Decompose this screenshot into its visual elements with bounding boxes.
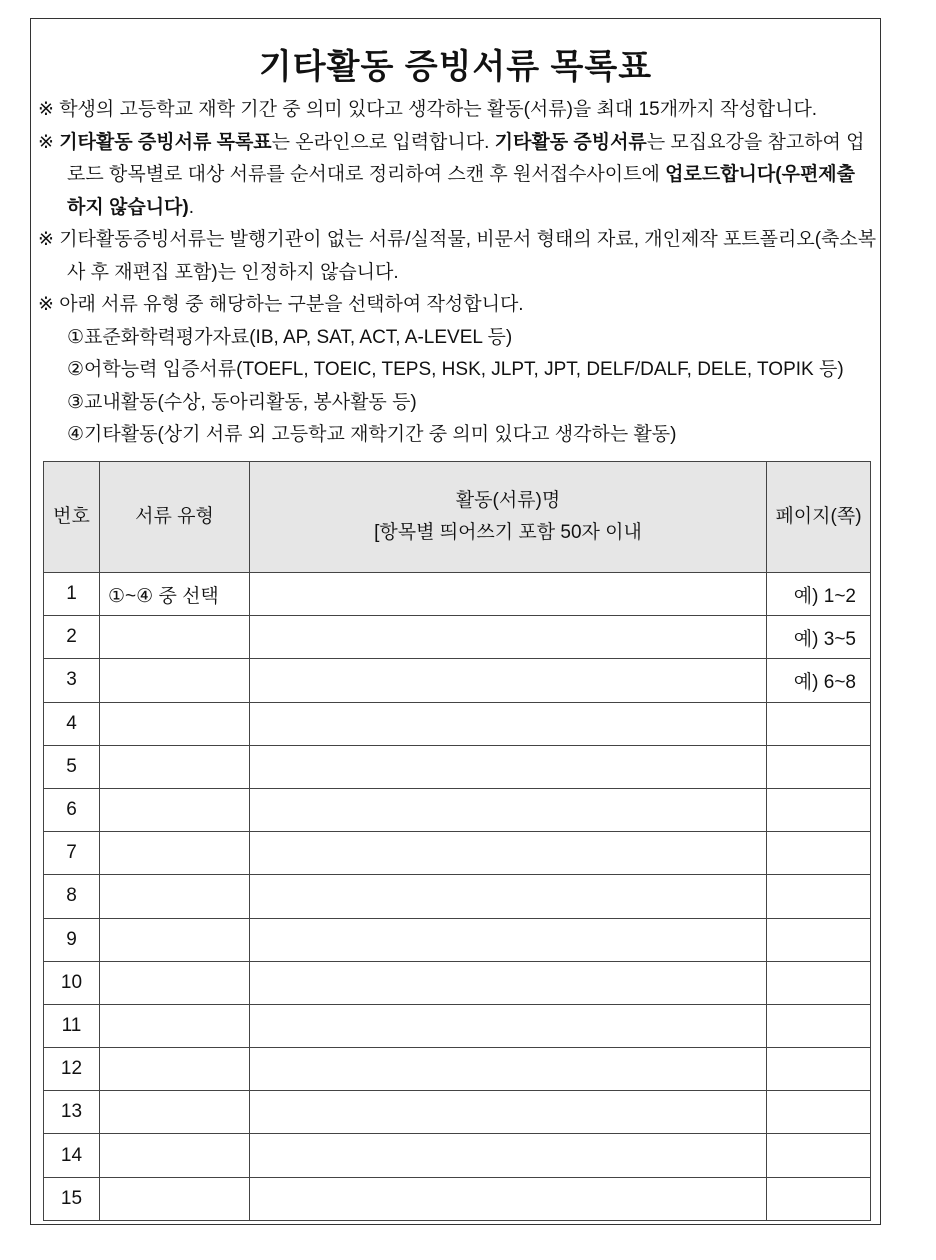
page-cell[interactable]: [767, 1177, 871, 1220]
name-cell[interactable]: [250, 1091, 767, 1134]
name-cell[interactable]: [250, 1134, 767, 1177]
type-cell[interactable]: [100, 702, 250, 745]
name-cell[interactable]: [250, 616, 767, 659]
name-cell[interactable]: [250, 832, 767, 875]
page-cell[interactable]: [767, 745, 871, 788]
name-cell[interactable]: [250, 659, 767, 702]
row-number: 11: [44, 1004, 100, 1047]
type-cell[interactable]: [100, 745, 250, 788]
type-cell[interactable]: ①~④ 중 선택: [100, 573, 250, 616]
note-bold: 기타활동 증빙서류 목록표: [59, 131, 272, 153]
table-header-row: [44, 462, 871, 573]
type-cell[interactable]: [100, 961, 250, 1004]
page-cell[interactable]: 예) 3~5: [767, 616, 871, 659]
name-cell[interactable]: [250, 573, 767, 616]
name-cell[interactable]: [250, 1048, 767, 1091]
note-3: ※ 기타활동증빙서류는 발행기관이 없는 서류/실적물, 비문서 형태의 자료, 개인제작 포트폴리오(축소복사 후 재편집 포함)는 인정하지 않습니다.: [38, 229, 877, 283]
table-row: [44, 573, 871, 616]
header-name: [250, 462, 767, 573]
name-cell[interactable]: [250, 961, 767, 1004]
table-row: [44, 918, 871, 961]
row-number: 9: [44, 918, 100, 961]
table-row: [44, 961, 871, 1004]
row-number: 3: [44, 659, 100, 702]
type-option-4: ④기타활동(상기 서류 외 고등학교 재학기간 중 의미 있다고 생각하는 활동): [67, 424, 677, 445]
type-cell[interactable]: [100, 875, 250, 918]
page-cell[interactable]: [767, 1134, 871, 1177]
type-cell[interactable]: [100, 1004, 250, 1047]
name-cell[interactable]: [250, 875, 767, 918]
row-number: 8: [44, 875, 100, 918]
type-cell[interactable]: [100, 1091, 250, 1134]
name-cell[interactable]: [250, 745, 767, 788]
note-text: 는 모집요강을 참고하여 업로드 항목별로 대상 서류를 순서대로 정리하여 스캔 후 원서접수사이트에: [67, 131, 865, 185]
page-cell[interactable]: [767, 875, 871, 918]
type-cell[interactable]: [100, 1177, 250, 1220]
note-1: ※ 학생의 고등학교 재학 기간 중 의미 있다고 생각하는 활동(서류)을 최대 15개까지 작성합니다.: [38, 99, 818, 120]
table-row: [44, 875, 871, 918]
row-number: 15: [44, 1177, 100, 1220]
table-row: [44, 832, 871, 875]
type-cell[interactable]: [100, 659, 250, 702]
note-text: .: [188, 196, 195, 218]
header-name-line2: [항목별 띄어쓰기 포함 50자 이내: [374, 522, 642, 543]
table-row: [44, 702, 871, 745]
row-number: 14: [44, 1134, 100, 1177]
document-list-table: [43, 461, 871, 1221]
page-cell[interactable]: 예) 1~2: [767, 573, 871, 616]
table-row: [44, 745, 871, 788]
row-number: 7: [44, 832, 100, 875]
name-cell[interactable]: [250, 702, 767, 745]
page-cell[interactable]: [767, 788, 871, 831]
note-mark: ※: [38, 131, 60, 153]
page-cell[interactable]: [767, 1091, 871, 1134]
name-cell[interactable]: [250, 1177, 767, 1220]
row-number: 4: [44, 702, 100, 745]
page-cell[interactable]: [767, 1004, 871, 1047]
header-page: 페이지(쪽): [767, 462, 871, 573]
row-number: 2: [44, 616, 100, 659]
row-number: 5: [44, 745, 100, 788]
table-row: [44, 1004, 871, 1047]
type-cell[interactable]: [100, 832, 250, 875]
page-cell[interactable]: [767, 702, 871, 745]
page-cell[interactable]: [767, 1048, 871, 1091]
type-option-3: ③교내활동(수상, 동아리활동, 봉사활동 등): [67, 391, 417, 413]
note-bold: 업로드합니다(우편제출 하지 않습니다): [67, 164, 856, 218]
table-row: [44, 1048, 871, 1091]
document-title: 기타활동 증빙서류 목록표: [258, 48, 653, 86]
name-cell[interactable]: [250, 918, 767, 961]
header-name-line1: 활동(서류)명: [455, 490, 561, 511]
type-cell[interactable]: [100, 1134, 250, 1177]
table-row: [44, 1134, 871, 1177]
note-2: [38, 127, 878, 225]
name-cell[interactable]: [250, 1004, 767, 1047]
row-number: 10: [44, 961, 100, 1004]
type-option-2: ②어학능력 입증서류(TOEFL, TOEIC, TEPS, HSK, JLPT, JPT, DELF/DALF, DELE, TOPIK 등): [67, 359, 844, 380]
page-cell[interactable]: [767, 832, 871, 875]
page-cell[interactable]: [767, 918, 871, 961]
table-row: [44, 788, 871, 831]
note-bold: 기타활동 증빙서류: [494, 131, 647, 153]
row-number: 6: [44, 788, 100, 831]
name-cell[interactable]: [250, 788, 767, 831]
note-4: ※ 아래 서류 유형 중 해당하는 구분을 선택하여 작성합니다.: [38, 294, 524, 315]
row-number: 1: [44, 573, 100, 616]
table-row: [44, 616, 871, 659]
type-cell[interactable]: [100, 616, 250, 659]
row-number: 13: [44, 1091, 100, 1134]
header-type: 서류 유형: [100, 462, 250, 573]
table-row: [44, 659, 871, 702]
type-cell[interactable]: [100, 918, 250, 961]
header-no: 번호: [44, 462, 100, 573]
row-number: 12: [44, 1048, 100, 1091]
type-option-1: ①표준화학력평가자료(IB, AP, SAT, ACT, A-LEVEL 등): [67, 326, 513, 348]
type-cell[interactable]: [100, 1048, 250, 1091]
page-cell[interactable]: [767, 961, 871, 1004]
type-cell[interactable]: [100, 788, 250, 831]
page-cell[interactable]: 예) 6~8: [767, 659, 871, 702]
table-row: [44, 1177, 871, 1220]
table-row: [44, 1091, 871, 1134]
note-text: 는 온라인으로 입력합니다.: [271, 131, 495, 153]
instructions: [38, 94, 878, 452]
